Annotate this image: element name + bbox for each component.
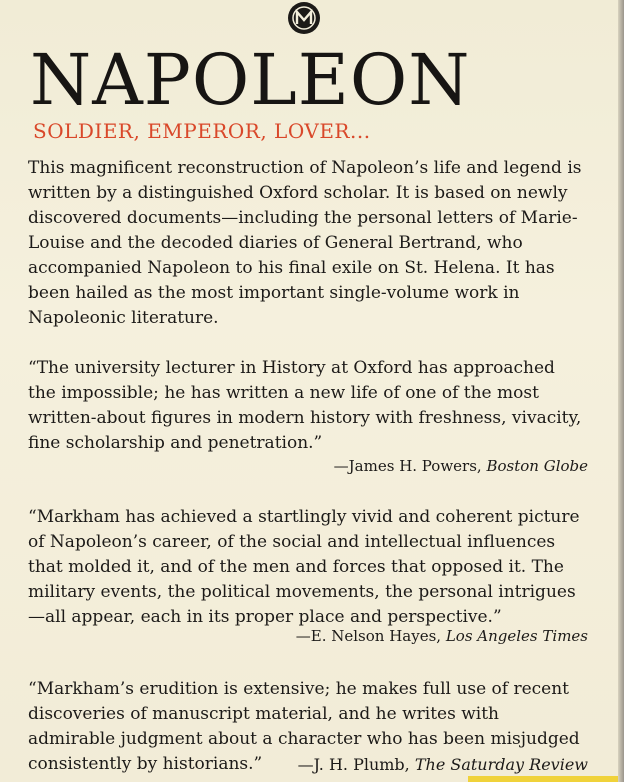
review-author: —James H. Powers,	[333, 457, 482, 475]
price-sticker	[468, 776, 618, 782]
review-author: —E. Nelson Hayes,	[295, 627, 442, 645]
review-attribution	[296, 625, 588, 647]
review-attribution	[298, 752, 588, 777]
review-attribution	[334, 455, 588, 477]
m-circle-logo-icon	[288, 2, 320, 34]
book-description: This magnificent reconstruction of Napoleon’s life and legend is written by a distinguished Oxford scholar. It is based on newly discovered documents—including the personal letters of Marie-Louise and the decoded diaries of General Bertrand, who accompanied Napoleon to his final exile on St. Helena. It has been hailed as the most important single-volume work in Napoleonic literature.	[28, 158, 582, 328]
review-author: —J. H. Plumb,	[297, 755, 410, 774]
review-source: The Saturday Review	[414, 755, 588, 774]
review-source: Boston Globe	[486, 457, 588, 475]
review-block	[28, 677, 588, 777]
review-quote: “Markham’s erudition is extensive; he makes full use of recent discoveries of manuscript material, and he writes with admirable judgment about a character who has been misjudged consistently by historians.”	[28, 679, 580, 774]
review-source: Los Angeles Times	[445, 627, 588, 645]
cover-edge	[618, 0, 624, 782]
book-title: NAPOLEON	[30, 39, 471, 121]
book-subtitle: SOLDIER, EMPEROR, LOVER...	[33, 119, 371, 143]
review-quote: “The university lecturer in History at Oxford has approached the impossible; he has written a new life of one of the most written-about figures in modern history with freshness, vivacity, fine scholarship and penetration.”	[28, 358, 582, 453]
review-quote: “Markham has achieved a startlingly vivid and coherent picture of Napoleon’s career, of the social and intellectual influences that molded it, and of the men and forces that opposed it. The military events, the political movements, the personal intrigues—all appear, each in its proper place and perspective.”	[28, 507, 580, 627]
